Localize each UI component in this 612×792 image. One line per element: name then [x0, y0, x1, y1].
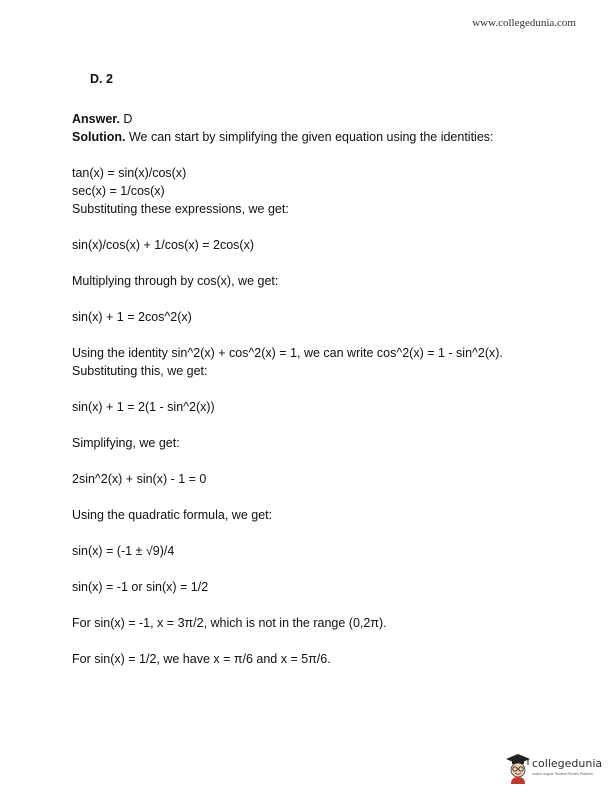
- header-url: www.collegedunia.com: [472, 17, 576, 29]
- equation-2: sin(x) + 1 = 2cos^2(x): [72, 310, 192, 324]
- solution-label: Solution.: [72, 130, 126, 144]
- mascot-icon: [505, 752, 531, 784]
- equation-4: 2sin^2(x) + sin(x) - 1 = 0: [72, 472, 207, 486]
- equation-3: sin(x) + 1 = 2(1 - sin^2(x)): [72, 400, 215, 414]
- solution-intro: [72, 128, 517, 146]
- answer-value: D: [123, 112, 133, 126]
- case-2-text: For sin(x) = 1/2, we have x = π/6 and x = 5π/6.: [72, 652, 331, 666]
- multiplying-text: Multiplying through by cos(x), we get:: [72, 274, 279, 288]
- case-1-text: For sin(x) = -1, x = 3π/2, which is not in the range (0,2π).: [72, 616, 387, 630]
- option-d: D. 2: [90, 72, 113, 86]
- logo-text: collegedunia: [532, 757, 603, 770]
- solution-intro-text: We can start by simplifying the given equation using the identities:: [128, 130, 494, 144]
- solution-content: [72, 110, 517, 668]
- identity-sec: sec(x) = 1/cos(x): [72, 184, 165, 198]
- identity-tan: tan(x) = sin(x)/cos(x): [72, 166, 187, 180]
- answer-line: [72, 110, 517, 128]
- equation-5: sin(x) = (-1 ± √9)/4: [72, 544, 175, 558]
- substituting-text: Substituting these expressions, we get:: [72, 202, 289, 216]
- simplifying-text: Simplifying, we get:: [72, 436, 180, 450]
- collegedunia-logo: [505, 752, 603, 784]
- answer-label: Answer.: [72, 112, 120, 126]
- equation-1: sin(x)/cos(x) + 1/cos(x) = 2cos(x): [72, 238, 254, 252]
- logo-tagline: India's largest Student Review Platform: [532, 772, 593, 776]
- equation-6: sin(x) = -1 or sin(x) = 1/2: [72, 580, 209, 594]
- quadratic-text: Using the quadratic formula, we get:: [72, 508, 273, 522]
- identity-substitution-text: Using the identity sin^2(x) + cos^2(x) = 1, we can write cos^2(x) = 1 - sin^2(x). Substituting this, we get:: [72, 346, 503, 378]
